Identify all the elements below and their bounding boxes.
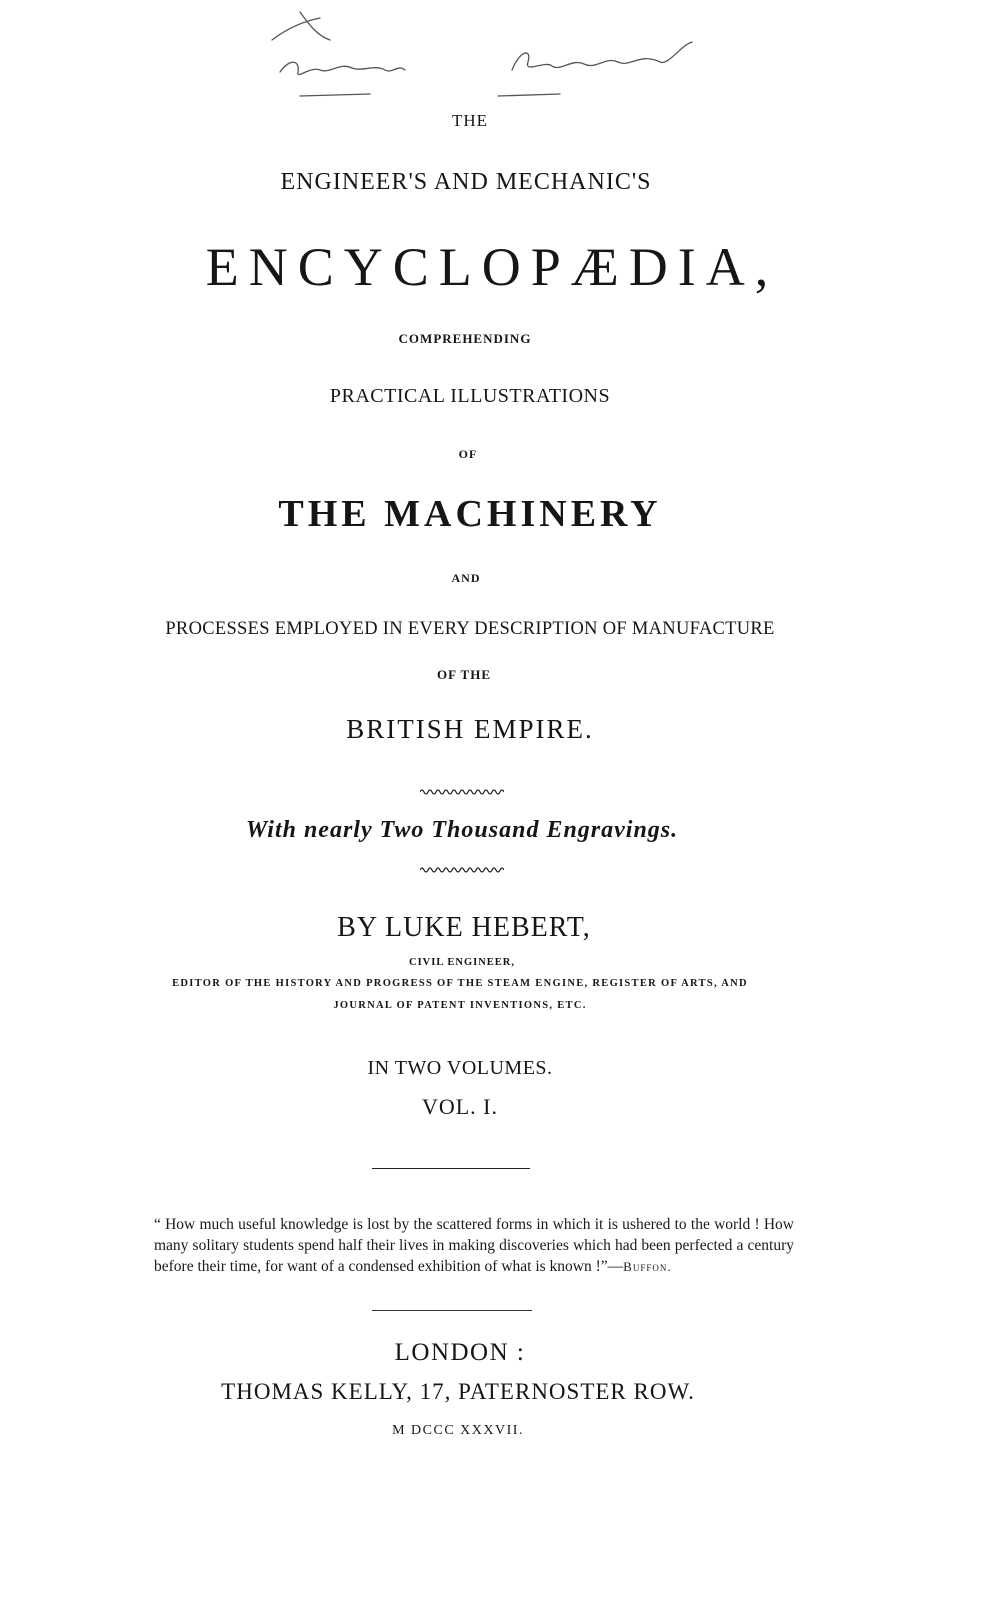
handwritten-signature: [0, 0, 1000, 120]
practical-illustrations: PRACTICAL ILLUSTRATIONS: [329, 385, 611, 407]
subtitle-engineers-mechanics: ENGINEER'S AND MECHANIC'S: [280, 169, 652, 195]
and-label: AND: [451, 571, 481, 585]
british-empire-heading: BRITISH EMPIRE.: [346, 714, 594, 744]
comprehending-label: COMPREHENDING: [398, 331, 532, 346]
buffon-quotation: [154, 1214, 794, 1277]
imprint-year: M DCCC XXXVII.: [392, 1423, 524, 1438]
rule-below-quote: [372, 1310, 532, 1311]
the-machinery-heading: THE MACHINERY: [278, 493, 662, 535]
ornamental-rule-bottom: [420, 866, 504, 874]
the-label: THE: [451, 111, 489, 130]
volume-number: VOL. I.: [421, 1094, 499, 1119]
of-the-label: OF THE: [436, 667, 492, 682]
of-label: OF: [458, 447, 478, 461]
imprint-london: LONDON :: [394, 1339, 526, 1366]
author-byline: BY LUKE HEBERT,: [337, 912, 591, 943]
civil-engineer-label: CIVIL ENGINEER,: [408, 957, 516, 968]
ornamental-rule-top: [420, 788, 504, 796]
quotation-author: Buffon.: [623, 1259, 672, 1274]
quotation-text: “ How much useful knowledge is lost by the scattered forms in which it is ushered to the world ! How many solitary students spend half their lives in making discoveries which had been perfected a century before their time, for want of a condensed exhibition of what is known !”—: [154, 1216, 794, 1275]
volumes-label: IN TWO VOLUMES.: [367, 1057, 553, 1079]
editor-credits-line-2: JOURNAL OF PATENT INVENTIONS, ETC.: [333, 1000, 587, 1011]
rule-above-quote: [372, 1168, 530, 1169]
engravings-blackletter: With nearly Two Thousand Engravings.: [245, 817, 679, 843]
main-title-encyclopaedia: ENCYCLOPÆDIA,: [205, 237, 779, 297]
imprint-publisher: THOMAS KELLY, 17, PATERNOSTER ROW.: [221, 1379, 695, 1404]
editor-credits-line-1: EDITOR OF THE HISTORY AND PROGRESS OF THE STEAM ENGINE, REGISTER OF ARTS, AND: [172, 978, 748, 989]
processes-line: PROCESSES EMPLOYED IN EVERY DESCRIPTION OF MANUFACTURE: [165, 619, 775, 639]
